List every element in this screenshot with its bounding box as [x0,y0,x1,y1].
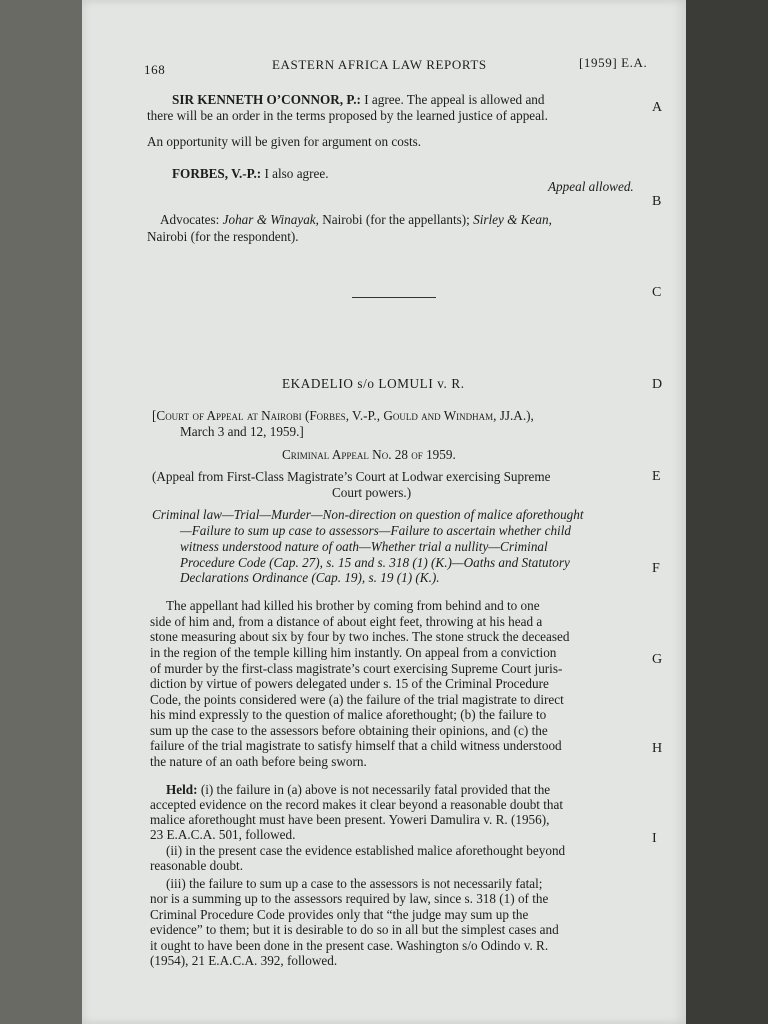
catchwords-line-1: Criminal law—Trial—Murder—Non-direction on question of malice aforethought [152,507,584,522]
advocates-line-1 [160,212,552,228]
case-result: Appeal allowed. [548,179,634,194]
case-title: EKADELIO s/o LOMULI v. R. [282,376,465,391]
advocates-line-2: Nairobi (for the respondent). [147,229,299,244]
court-line-1-text: [Court of Appeal at Nairobi (Forbes, V.-P., Gould and Windham, JJ.A.), [152,408,534,423]
headnote-line-7: Code, the points considered were (a) the failure of the trial magistrate to direct [150,692,564,707]
advocates-appellants-text: , Nairobi (for the appellants); [315,212,474,227]
margin-letter-g: G [652,652,663,667]
held-line-2: accepted evidence on the record makes it clear beyond a reasonable doubt that [150,797,564,812]
forbes-paragraph [172,166,329,182]
headnote-line-2: side of him and, from a distance of about eight feet, throwing at his head a [150,614,543,629]
held-line-6: reasonable doubt. [150,858,244,873]
headnote-line-8: his mind expressly to the question of malice aforethought; (b) the failure to [150,707,547,722]
headnote-line-1: The appellant had killed his brother by coming from behind and to one [166,598,540,613]
appeal-from-line-2: Court powers.) [332,485,412,500]
book-page [82,0,686,1024]
headnote-line-9: sum up the case to the assessors before obtaining their opinions, and (c) the [150,723,548,738]
forbes-text: I also agree. [261,166,329,181]
held-line-5: (ii) in the present case the evidence established malice aforethought beyond [166,843,566,858]
held-line-1-text: (i) the failure in (a) above is not necessarily fatal provided that the [197,782,551,797]
headnote-line-4: in the region of the temple killing him instantly. On appeal from a conviction [150,645,557,660]
okonnor-text: I agree. The appeal is allowed and [360,92,545,107]
advocates-label: Advocates: [160,212,223,227]
headnote-line-5: of murder by the first-class magistrate’s court exercising Supreme Court juris- [150,661,563,676]
appeal-from-line-1: (Appeal from First-Class Magistrate’s Court at Lodwar exercising Supreme [152,469,551,484]
costs-paragraph: An opportunity will be given for argument on costs. [147,134,422,149]
headnote-line-10: failure of the trial magistrate to satisfy himself that a child witness understood [150,738,562,753]
catchwords-line-3: witness understood nature of oath—Whether trial a nullity—Criminal [180,539,548,554]
judge-name-forbes: FORBES, V.-P.: [172,166,262,181]
year-citation: [1959] E.A. [579,55,648,70]
catchwords-line-4: Procedure Code (Cap. 27), s. 15 and s. 318 (1) (K.)—Oaths and Statutory [180,555,570,570]
margin-letter-i: I [652,831,657,846]
headnote-line-11: the nature of an oath before being sworn. [150,754,367,769]
catchwords-line-5: Declarations Ordinance (Cap. 19), s. 19 (1) (K.). [180,570,440,585]
running-title: EASTERN AFRICA LAW REPORTS [272,57,487,72]
margin-letter-b: B [652,194,662,209]
court-line-2: March 3 and 12, 1959.] [180,424,304,439]
margin-letter-h: H [652,741,663,756]
advocates-respondent-firm: Sirley & Kean [473,212,549,227]
margin-letter-d: D [652,377,663,392]
okonnor-line-1 [172,92,545,108]
advocates-respondent-text: , [548,212,552,227]
advocates-appellants-firm: Johar & Winayak [222,212,316,227]
held-line-3: malice aforethought must have been present. Yoweri Damulira v. R. (1956), [150,812,550,827]
margin-letter-f: F [652,561,660,576]
catchwords-line-2: —Failure to sum up case to assessors—Failure to ascertain whether child [180,523,571,538]
court-line-1 [152,408,534,424]
margin-letter-a: A [652,100,663,115]
margin-letter-c: C [652,285,662,300]
case-separator-rule [352,297,436,298]
held-line-8: nor is a summing up to the assessors required by law, since s. 318 (1) of the [150,891,549,906]
scan-background-right [686,0,768,1024]
page-number: 168 [144,62,166,77]
judge-name-okonnor: SIR KENNETH O’CONNOR, P.: [172,92,361,107]
appeal-number: Criminal Appeal No. 28 of 1959. [282,447,456,462]
held-line-10: evidence” to them; but it is desirable to do so in all but the simplest cases and [150,922,559,937]
headnote-line-3: stone measuring about six by four by two inches. The stone struck the deceased [150,629,570,644]
held-line-12: (1954), 21 E.A.C.A. 392, followed. [150,953,338,968]
held-label: Held: [166,782,198,797]
held-line-1 [166,782,550,798]
okonnor-line-2: there will be an order in the terms proposed by the learned justice of appeal. [147,108,548,123]
headnote-line-6: diction by virtue of powers delegated under s. 15 of the Criminal Procedure [150,676,549,691]
held-line-7: (iii) the failure to sum up a case to the assessors is not necessarily fatal; [166,876,543,891]
held-line-9: Criminal Procedure Code provides only that “the judge may sum up the [150,907,529,922]
held-line-4: 23 E.A.C.A. 501, followed. [150,827,296,842]
held-line-11: it ought to have been done in the present case. Washington s/o Odindo v. R. [150,938,549,953]
scan-background-left [0,0,82,1024]
margin-letter-e: E [652,469,661,484]
